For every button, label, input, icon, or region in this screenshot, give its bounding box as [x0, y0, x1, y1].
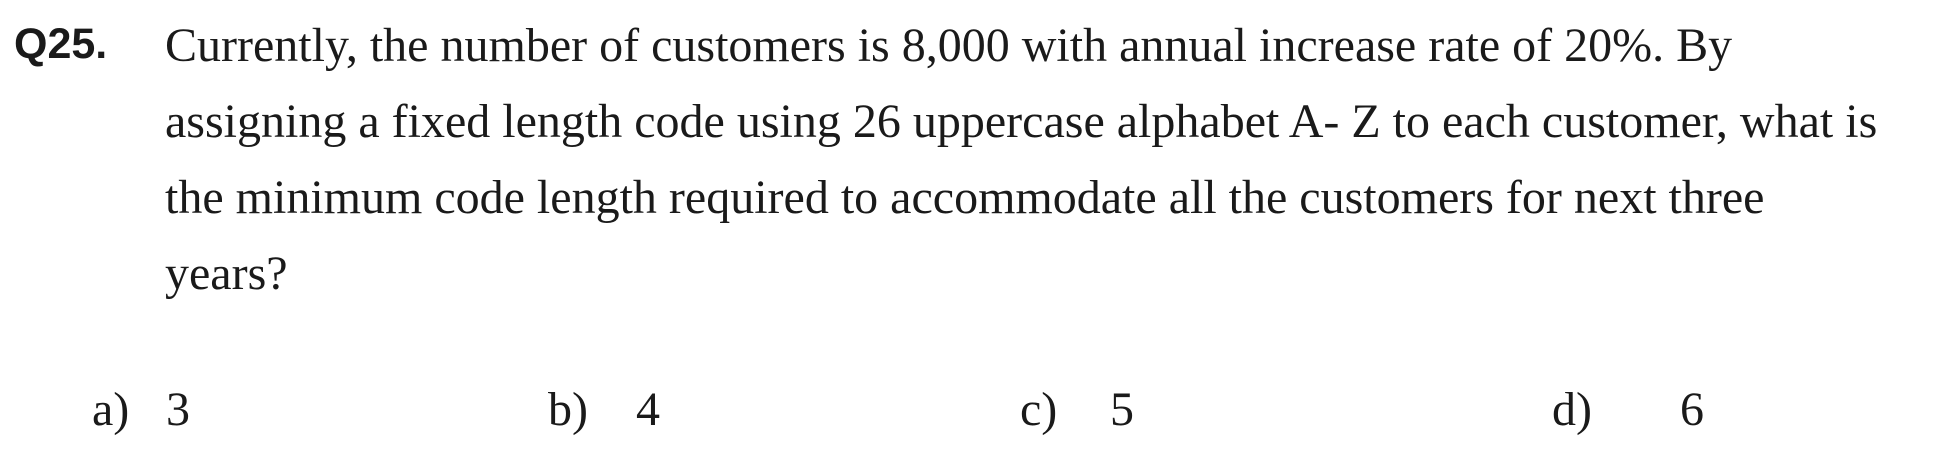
option-c-value: 5	[1110, 383, 1134, 436]
question-text-line: assigning a fixed length code using 26 uppercase alphabet A- Z to each customer, what is	[165, 95, 1878, 148]
option-d-value: 6	[1680, 383, 1704, 436]
option-a[interactable]	[92, 380, 190, 440]
option-d-letter: d)	[1552, 383, 1592, 436]
question-text-line: years?	[165, 247, 288, 300]
question-text-line: Currently, the number of customers is 8,000 with annual increase rate of 20%. By	[165, 19, 1733, 72]
option-a-value: 3	[166, 383, 190, 436]
option-a-letter: a)	[92, 383, 130, 436]
question-text-line: the minimum code length required to accommodate all the customers for next three	[165, 171, 1765, 224]
question-number: Q25.	[14, 20, 108, 68]
option-c-letter: c)	[1020, 383, 1058, 436]
question-text	[165, 8, 1955, 312]
option-d[interactable]	[1552, 380, 1704, 440]
option-b-letter: b)	[548, 383, 588, 436]
option-c[interactable]	[1020, 380, 1134, 440]
option-b[interactable]	[548, 380, 660, 440]
option-b-value: 4	[636, 383, 660, 436]
